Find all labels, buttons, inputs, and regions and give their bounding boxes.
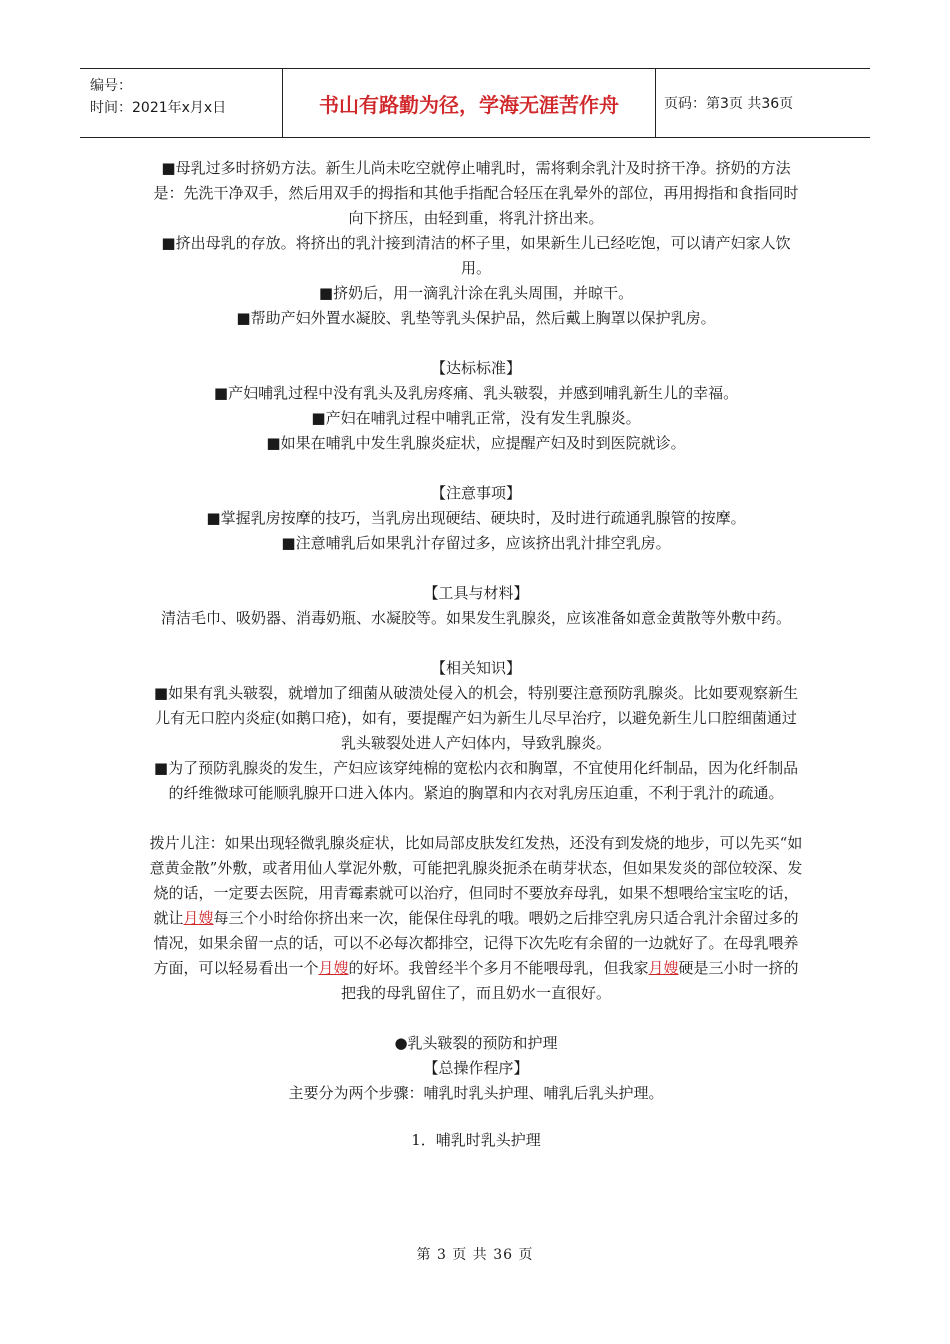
- note-text: 的好坏。我曾经半个多月不能喂母乳，但我家: [348, 959, 649, 977]
- header-table: [80, 68, 870, 138]
- step-heading: 1．哺乳时乳头护理: [411, 1131, 541, 1149]
- link-yuesao[interactable]: 月嫂: [648, 959, 679, 977]
- paragraph: ■产妇在哺乳过程中哺乳正常，没有发生乳腺炎。: [311, 409, 641, 427]
- paragraph: 主要分为两个步骤：哺乳时乳头护理、哺乳后乳头护理。: [288, 1084, 664, 1102]
- link-yuesao[interactable]: 月嫂: [318, 959, 349, 977]
- document-number: 编号：: [90, 78, 132, 94]
- paragraph: ■挤奶后，用一滴乳汁涂在乳头周围，并晾干。: [318, 284, 634, 302]
- section-heading-procedure: 【总操作程序】: [423, 1059, 529, 1077]
- paragraph: ■帮助产妇外置水凝胶、乳垫等乳头保护品，然后戴上胸罩以保护乳房。: [236, 309, 716, 327]
- link-yuesao[interactable]: 月嫂: [183, 909, 214, 927]
- paragraph: ■掌握乳房按摩的技巧，当乳房出现硬结、硬块时，及时进行疏通乳腺管的按摩。: [206, 509, 746, 527]
- page-footer: 第 3 页 共 36 页: [416, 1247, 534, 1263]
- header-meta-cell: [80, 69, 283, 137]
- note-text: 拨片儿注：如果出现轻微乳腺炎症状，比如局部皮肤发红发热，还没有到发烧的地步，可以先买“如意黄金散”外敷，或者用仙人掌泥外敷，可能把乳腺炎扼杀在萌芽状态，但如果发炎的部位较深、发烧的话，一定要去医院，用青霉素就可以治疗，但同时不要放弃母乳，如果不想喂给宝宝吃的话，就让: [149, 834, 803, 927]
- paragraph: 清洁毛巾、吸奶器、消毒奶瓶、水凝胶等。如果发生乳腺炎，应该准备如意金黄散等外敷中药。: [160, 609, 791, 627]
- note-text: 硬是三小时一挤的把我的母乳留住了，而且奶水一直很好。: [340, 959, 799, 1002]
- document-date: 时间：2021年x月x日: [90, 100, 227, 116]
- header-motto: 书山有路勤为径，学海无涯苦作舟: [283, 69, 656, 137]
- section-heading-knowledge: 【相关知识】: [430, 659, 521, 677]
- section-title: ●乳头皲裂的预防和护理: [394, 1034, 558, 1052]
- paragraph: ■母乳过多时挤奶方法。新生儿尚未吃空就停止哺乳时，需将剩余乳汁及时挤干净。挤奶的方法是：先洗干净双手，然后用双手的拇指和其他手指配合轻压在乳晕外的部位，再用拇指和食指同时向下挤压，由轻到重，将乳汁挤出来。: [153, 159, 799, 227]
- paragraph: ■挤出母乳的存放。将挤出的乳汁接到清洁的杯子里，如果新生儿已经吃饱，可以请产妇家人饮用。: [161, 234, 791, 277]
- section-heading-standard: 【达标标准】: [430, 359, 521, 377]
- paragraph: ■如果有乳头皲裂，就增加了细菌从破溃处侵入的机会，特别要注意预防乳腺炎。比如要观察新生儿有无口腔内炎症(如鹅口疮)，如有，要提醒产妇为新生儿尽早治疗，以避免新生儿口腔细菌通过乳头皲裂处进人产妇体内，导致乳腺炎。: [153, 684, 799, 752]
- section-heading-tools: 【工具与材料】: [423, 584, 529, 602]
- header-page-number: 页码：第3页 共36页: [664, 96, 794, 112]
- note-text: 每三个小时给你挤出来一次，能保住母乳的哦。喂奶之后排空乳房只适合乳汁余留过多的情况，如果余留一点的话，可以不必每次都排空，记得下次先吃有余留的一边就好了。在母乳喂养方面，可以轻易看出一个: [153, 909, 799, 977]
- paragraph: ■产妇哺乳过程中没有乳头及乳房疼痛、乳头皲裂，并感到哺乳新生儿的幸福。: [213, 384, 739, 402]
- document-body: [148, 156, 804, 1153]
- author-note: [148, 831, 804, 1006]
- section-heading-notes: 【注意事项】: [430, 484, 521, 502]
- paragraph: ■为了预防乳腺炎的发生，产妇应该穿纯棉的宽松内衣和胸罩，不宜使用化纤制品，因为化纤制品的纤维微球可能顺乳腺开口进入体内。紧迫的胸罩和内衣对乳房压迫重，不利于乳汁的疏通。: [153, 759, 799, 802]
- paragraph: ■如果在哺乳中发生乳腺炎症状，应提醒产妇及时到医院就诊。: [266, 434, 686, 452]
- paragraph: ■注意哺乳后如果乳汁存留过多，应该挤出乳汁排空乳房。: [281, 534, 671, 552]
